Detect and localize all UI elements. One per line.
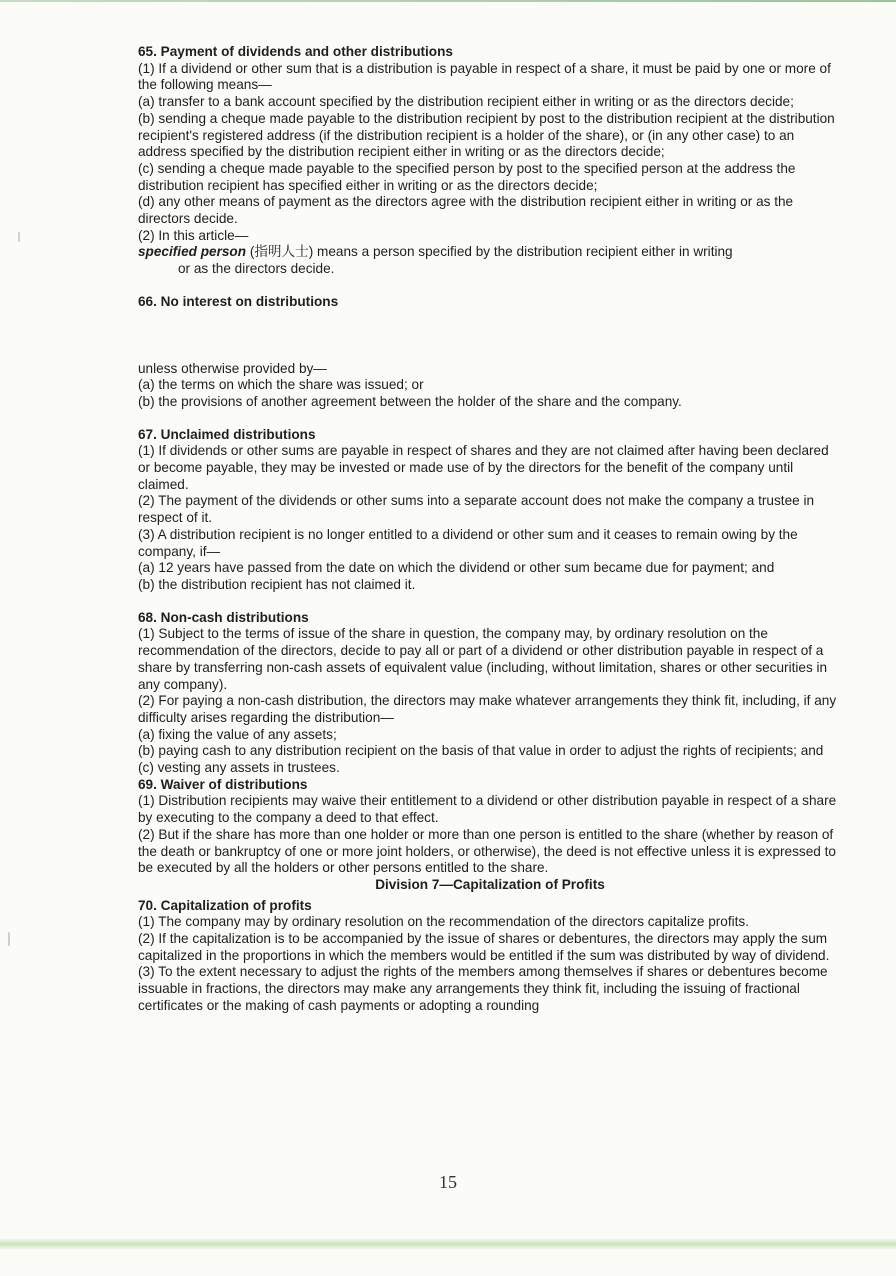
paragraph: (c) sending a cheque made payable to the specified person by post to the specified person at the address the distribution recipient has specified either in writing or as the directors decide; bbox=[138, 160, 796, 193]
paragraph: (1) If a dividend or other sum that is a distribution is payable in respect of a share, it must be paid by one or more of the following means— bbox=[138, 60, 831, 93]
paragraph: (2) If the capitalization is to be accompanied by the issue of shares or debentures, the directors may apply the sum capitalized in the proportions in which the members would be entitled if the sum was distributed by way of dividend. bbox=[138, 931, 830, 963]
paragraph: (2) But if the share has more than one holder or more than one person is entitled to the share (whether by reason of the death or bankruptcy of one or more joint holders, or otherwise), the deed is not effective unless it is expressed to be executed by all the holders or other persons entitled to the share. bbox=[138, 826, 836, 876]
paragraph: (1) The company may by ordinary resolution on the recommendation of the directors capitalize profits. bbox=[138, 914, 750, 930]
scan-mark bbox=[8, 932, 10, 946]
paragraph: (2) For paying a non-cash distribution, the directors may make whatever arrangements they think fit, including, if any difficulty arises regarding the distribution— bbox=[138, 693, 837, 725]
definition-text: means a person specified by the distribution recipient either in writing bbox=[317, 244, 733, 260]
paragraph: (1) Subject to the terms of issue of the share in question, the company may, by ordinary resolution on the recommendation of the directors, decide to pay all or part of a dividend or other distribution payable in respect of a share by transferring non-cash assets of equivalent value (including, without limitation, shares or other securities in any company). bbox=[138, 626, 828, 692]
paragraph: (b) sending a cheque made payable to the distribution recipient by post to the distribution recipient at the distribution recipient's registered address (if the distribution recipient is a holder of the share), or (in any other case) to an address specified by the distribution recipient either in writing or as the directors decide; bbox=[138, 110, 835, 160]
paragraph: (b) the provisions of another agreement between the holder of the share and the company. bbox=[138, 393, 682, 409]
paragraph: (a) transfer to a bank account specified by the distribution recipient either in writing or as the directors decide; bbox=[138, 94, 794, 110]
paragraph: (a) fixing the value of any assets; bbox=[138, 726, 337, 742]
document-page bbox=[138, 44, 842, 1015]
page-number: 15 bbox=[439, 1172, 457, 1192]
section-heading-66: 66. No interest on distributions bbox=[138, 293, 339, 309]
paragraph: (c) vesting any assets in trustees. bbox=[138, 760, 340, 776]
paragraph: (b) the distribution recipient has not claimed it. bbox=[138, 576, 416, 592]
paragraph: (a) 12 years have passed from the date on which the dividend or other sum became due for payment; and bbox=[138, 560, 775, 576]
definition bbox=[138, 244, 842, 277]
paragraph: (1) If dividends or other sums are payable in respect of shares and they are not claimed after having been declared or become payable, they may be invested or made use of by the directors for the benefit of the company until claimed. bbox=[138, 443, 829, 492]
division-heading: Division 7—Capitalization of Profits bbox=[375, 876, 605, 892]
paragraph: (1) Distribution recipients may waive their entitlement to a dividend or other distribution payable in respect of a share by executing to the company a deed to that effect. bbox=[138, 793, 837, 826]
paragraph: (3) To the extent necessary to adjust the rights of the members among themselves if shares or debentures become issuable in fractions, the directors may make any arrangements they think fit, including the issuing of fractional certificates or the making of cash payments or adopting a rounding bbox=[138, 964, 828, 1013]
section-heading-70: 70. Capitalization of profits bbox=[138, 897, 312, 913]
section-heading-68: 68. Non-cash distributions bbox=[138, 609, 309, 625]
paragraph: (a) the terms on which the share was issued; or bbox=[138, 377, 424, 393]
paragraph: (3) A distribution recipient is no longer entitled to a dividend or other sum and it ceases to remain owing by the company, if— bbox=[138, 526, 798, 559]
paragraph: (2) The payment of the dividends or other sums into a separate account does not make the company a trustee in respect of it. bbox=[138, 493, 815, 526]
scan-top-edge bbox=[0, 0, 896, 2]
definition-term: specified person bbox=[138, 244, 247, 260]
definition-continuation: or as the directors decide. bbox=[178, 261, 335, 277]
scan-mark bbox=[18, 232, 20, 242]
paragraph: (b) paying cash to any distribution recipient on the basis of that value in order to adjust the rights of recipients; and bbox=[138, 743, 824, 759]
section-heading-69: 69. Waiver of distributions bbox=[138, 776, 308, 792]
scan-bottom-band bbox=[0, 1238, 896, 1250]
definition-chinese: (指明人士) bbox=[249, 244, 314, 260]
paragraph: unless otherwise provided by— bbox=[138, 360, 327, 376]
section-heading-65: 65. Payment of dividends and other distributions bbox=[138, 44, 453, 59]
paragraph: (d) any other means of payment as the directors agree with the distribution recipient either in writing or as the directors decide. bbox=[138, 194, 794, 227]
paragraph: (2) In this article— bbox=[138, 227, 249, 243]
section-heading-67: 67. Unclaimed distributions bbox=[138, 426, 316, 442]
